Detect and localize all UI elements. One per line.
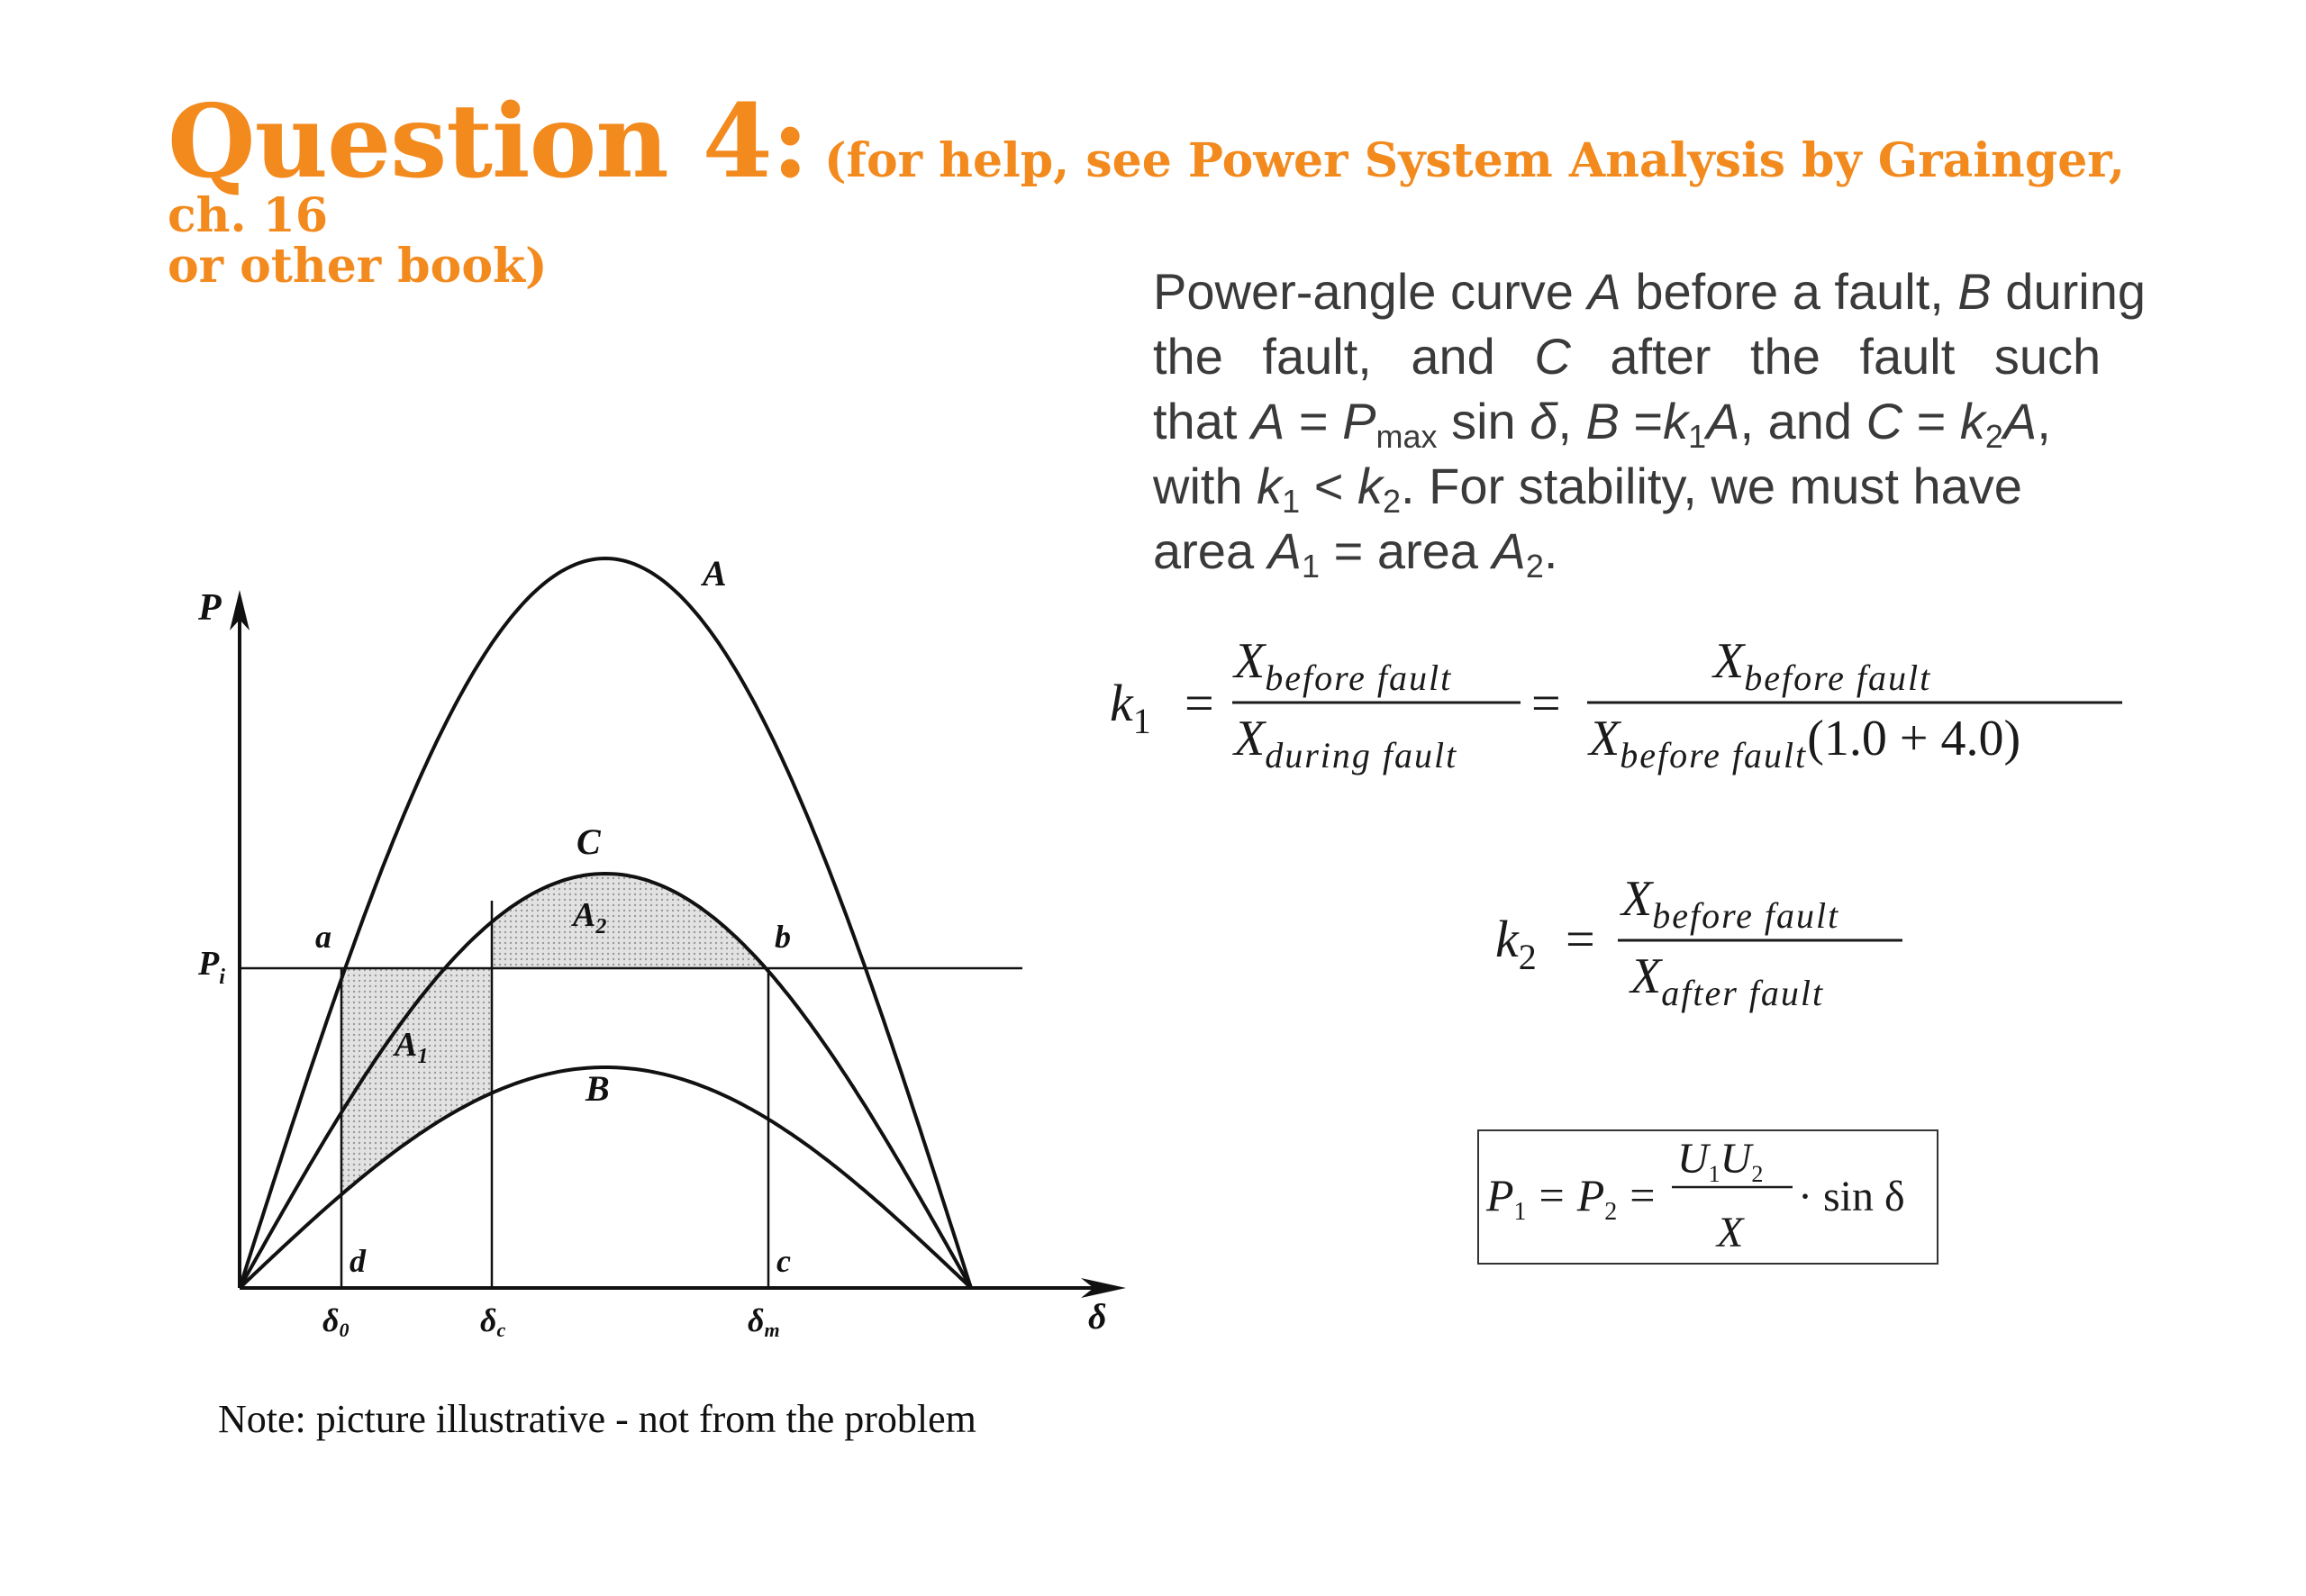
question-subtitle-cont: or other book) — [168, 239, 548, 294]
area-a2-label: $A_2$ — [573, 896, 607, 939]
desc-line-1: Power-angle curve A before a fault, B during — [1153, 263, 2146, 320]
y-axis-label: P — [198, 587, 222, 629]
curve-c-label: C — [576, 821, 601, 862]
k2-num: $X_{before fault}$ — [1621, 871, 1840, 936]
k1-eq2: = — [1531, 674, 1561, 732]
delta0-tick: δ0 — [322, 1302, 350, 1341]
k1-formula — [1110, 633, 2122, 775]
point-d-label: d — [350, 1243, 366, 1279]
power-formula-den: X — [1717, 1209, 1744, 1256]
k2-eq: = — [1566, 910, 1595, 968]
curve-b-label: B — [586, 1068, 610, 1109]
k1-eq1: = — [1185, 674, 1214, 732]
power-formula-sin: · sin δ — [1798, 1173, 1905, 1220]
point-b-label: b — [775, 919, 791, 955]
pi-label: $P_i$ — [198, 945, 225, 989]
power-formula-lhs: $P_1 = P_2$ = — [1486, 1170, 1656, 1226]
k2-den: $X_{after fault}$ — [1630, 948, 1825, 1013]
k2-lhs: $k_2$ — [1495, 910, 1537, 977]
k1-num1: $X_{before fault}$ — [1234, 633, 1453, 698]
area-a1-label: $A_1$ — [395, 1026, 429, 1068]
x-axis-label: δ — [1088, 1296, 1107, 1337]
k1-den1: $X_{during fault}$ — [1234, 711, 1458, 775]
desc-line-2: the fault, and C after the fault such — [1153, 328, 2102, 385]
desc-line-5: area $A_1$ = area $A_2$. — [1153, 522, 1558, 585]
deltac-tick: δc — [480, 1302, 506, 1341]
illustration-note: Note: picture illustrative - not from the problem — [218, 1397, 976, 1441]
k2-formula — [1495, 871, 1902, 1013]
power-angle-diagram — [197, 553, 1126, 1341]
k1-den2: $X_{before fault}(1.0 + 4.0)$ — [1589, 711, 2021, 775]
question-heading: Question 4: — [168, 83, 808, 201]
point-c-label: c — [776, 1243, 791, 1279]
point-a-label: a — [315, 919, 331, 955]
k1-lhs: $k_1$ — [1110, 674, 1151, 741]
desc-line-4: with $k_1 < k_2$. For stability, we must have — [1153, 458, 2022, 520]
desc-line-3: that $A = P_{max}$ sin δ, $B =k_1A$, and $C = k_2A$, — [1153, 393, 2051, 455]
k1-num2: $X_{before fault}$ — [1713, 633, 1932, 698]
curve-a-label: A — [703, 553, 727, 594]
power-formula-box — [1477, 1129, 1938, 1265]
area-a2-shade — [492, 874, 768, 968]
question-subtitle: (for help, see Power System Analysis by Grainger, ch. 16 — [168, 133, 2126, 243]
deltam-tick: δm — [748, 1302, 780, 1341]
power-formula-num: $U_1U_2$ — [1677, 1135, 1764, 1187]
